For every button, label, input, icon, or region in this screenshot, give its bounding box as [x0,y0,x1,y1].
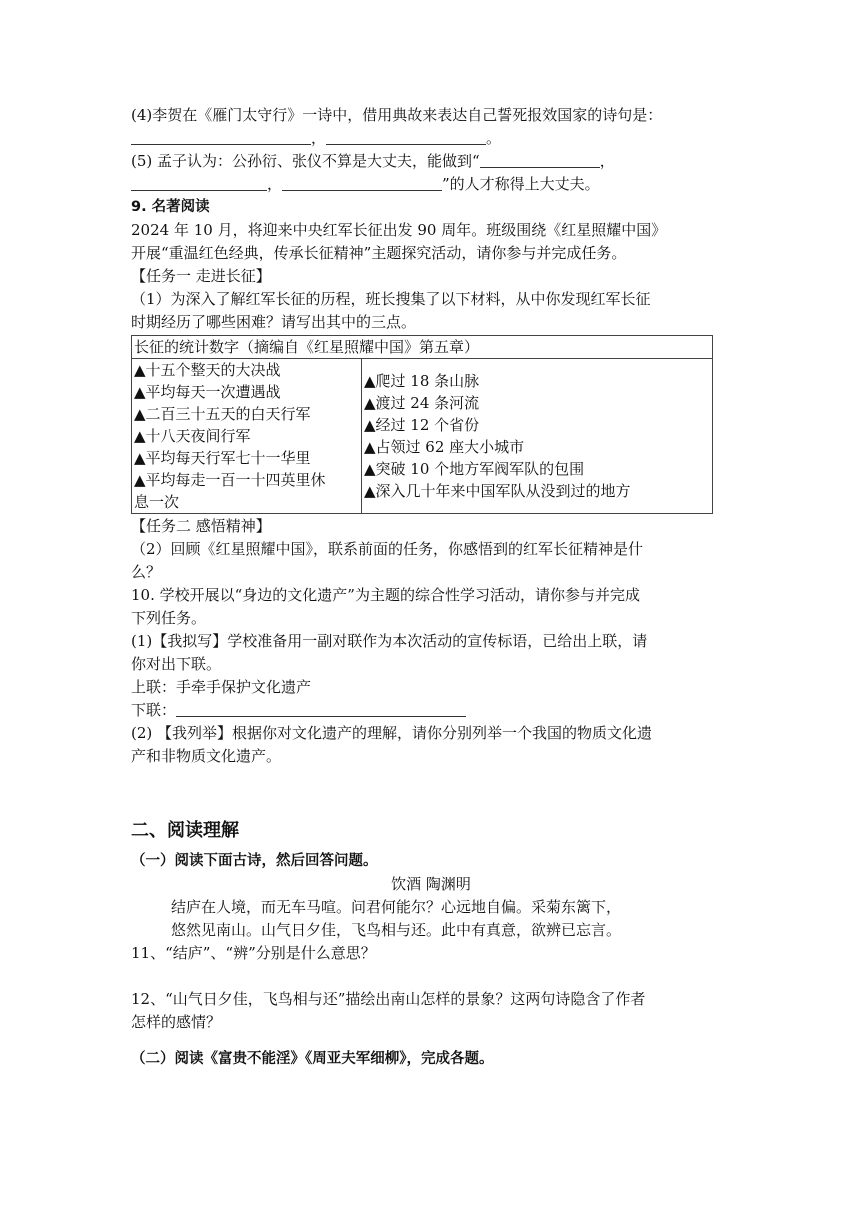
q12-line2: 怎样的感情？ [131,1013,222,1031]
q10-part2-line2: 产和非物质文化遗产。 [131,747,282,765]
q8-part5-text: (5) 孟子认为：公孙衍、张仪不算是大丈夫，能做到“ [131,152,480,170]
q9-title: 9. 名著阅读 [131,199,210,215]
q12-line1: 12、“山气日夕佳，飞鸟相与还”描绘出南山怎样的景象？这两句诗隐含了作者 [131,990,646,1008]
lower-couplet-label: 下联： [131,701,177,719]
worksheet-page [131,104,731,1071]
q10-part1-line1: (1)【我拟写】学校准备用一副对联作为本次活动的宣传标语，已给出上联，请 [131,632,648,650]
answer-blank[interactable] [480,151,600,168]
q8-part4-separator: ， [311,129,327,147]
q11-text: 11、“结庐”、“辨”分别是什么意思？ [131,944,376,962]
table-title: 长征的统计数字（摘编自《红星照耀中国》第五章） [132,336,713,359]
answer-blank[interactable] [131,128,311,145]
table-left-column [132,359,362,514]
q8-part5-end: ”的人才称得上大丈夫。 [442,175,600,193]
q9-q1-line1: （1）为深入了解红军长征的历程，班长搜集了以下材料，从中你发现红军长征 [131,290,651,308]
answer-blank[interactable] [282,174,442,191]
longmarch-stats-table [131,335,713,514]
list-item: ▲渡过 24 条河流 [364,394,480,412]
list-item: ▲平均每天行军七十一华里 [134,449,311,467]
q9-intro-line2: 开展“重温红色经典，传承长征精神”主题探究活动，请你参与并完成任务。 [131,244,627,262]
answer-blank[interactable] [176,700,466,717]
list-item: ▲经过 12 个省份 [364,416,480,434]
q9-intro-line1: 2024 年 10 月，将迎来中央红军长征出发 90 周年。班级围绕《红星照耀中国》 [131,221,667,239]
part2-heading: （二）阅读《富贵不能淫》《周亚夫军细柳》，完成各题。 [131,1051,494,1067]
q9-q2-line1: （2）回顾《红星照耀中国》，联系前面的任务，你感悟到的红军长征精神是什 [131,540,644,558]
list-item: ▲突破 10 个地方军阀军队的包围 [364,460,585,478]
q10-part1-line2: 你对出下联。 [131,655,222,673]
q8-part4-answer-line [131,127,731,150]
poem-line1: 结庐在人境，而无车马喧。问君何能尔？心远地自偏。采菊东篱下， [171,898,622,916]
list-item: ▲爬过 18 条山脉 [364,372,480,390]
q10-line1: 10. 学校开展以“身边的文化遗产”为主题的综合性学习活动，请你参与并完成 [131,586,640,604]
answer-blank[interactable] [131,174,267,191]
list-item: ▲十五个整天的大决战 [134,361,281,379]
q10-line2: 下列任务。 [131,609,207,627]
q8-part5-sep: ， [599,152,615,170]
q9-q2-line2: 么？ [131,563,162,581]
table-right-column [362,359,713,514]
q10-lower-couplet [131,699,731,722]
list-item: ▲深入几十年来中国军队从没到过的地方 [364,482,631,500]
list-item: 息一次 [134,493,180,511]
q10-upper-couplet: 上联：手牵手保护文化遗产 [131,678,312,696]
poem-title: 饮酒 陶渊明 [391,875,471,893]
poem-line2: 悠然见南山。山气日夕佳，飞鸟相与还。此中有真意，欲辨已忘言。 [171,921,622,939]
part1-heading: （一）阅读下面古诗，然后回答问题。 [131,853,378,869]
section-heading: 二、阅读理解 [131,820,239,841]
q9-q1-line2: 时期经历了哪些困难？请写出其中的三点。 [131,313,417,331]
spacer [131,768,731,816]
q10-part2-line1: (2) 【我列举】根据你对文化遗产的理解，请你分别列举一个我国的物质文化遗 [131,724,653,742]
q8-part5-sep2: ， [267,175,283,193]
list-item: ▲二百三十五天的白天行军 [134,405,311,423]
list-item: ▲占领过 62 座大小城市 [364,438,525,456]
list-item: ▲平均每走一百一十四英里休 [134,471,326,489]
q8-part5-line1 [131,150,731,173]
answer-space [131,965,731,988]
q8-part4-text: (4)李贺在《雁门太守行》一诗中，借用典故来表达自己誓死报效国家的诗句是： [131,106,663,124]
q9-task1-heading: 【任务一 走进长征】 [131,267,271,285]
list-item: ▲十八天夜间行军 [134,427,251,445]
answer-blank[interactable] [326,128,486,145]
q8-part4-end: 。 [486,129,502,147]
list-item: ▲平均每天一次遭遇战 [134,383,281,401]
q8-part5-line2 [131,173,731,196]
q9-task2-heading: 【任务二 感悟精神】 [131,517,271,535]
